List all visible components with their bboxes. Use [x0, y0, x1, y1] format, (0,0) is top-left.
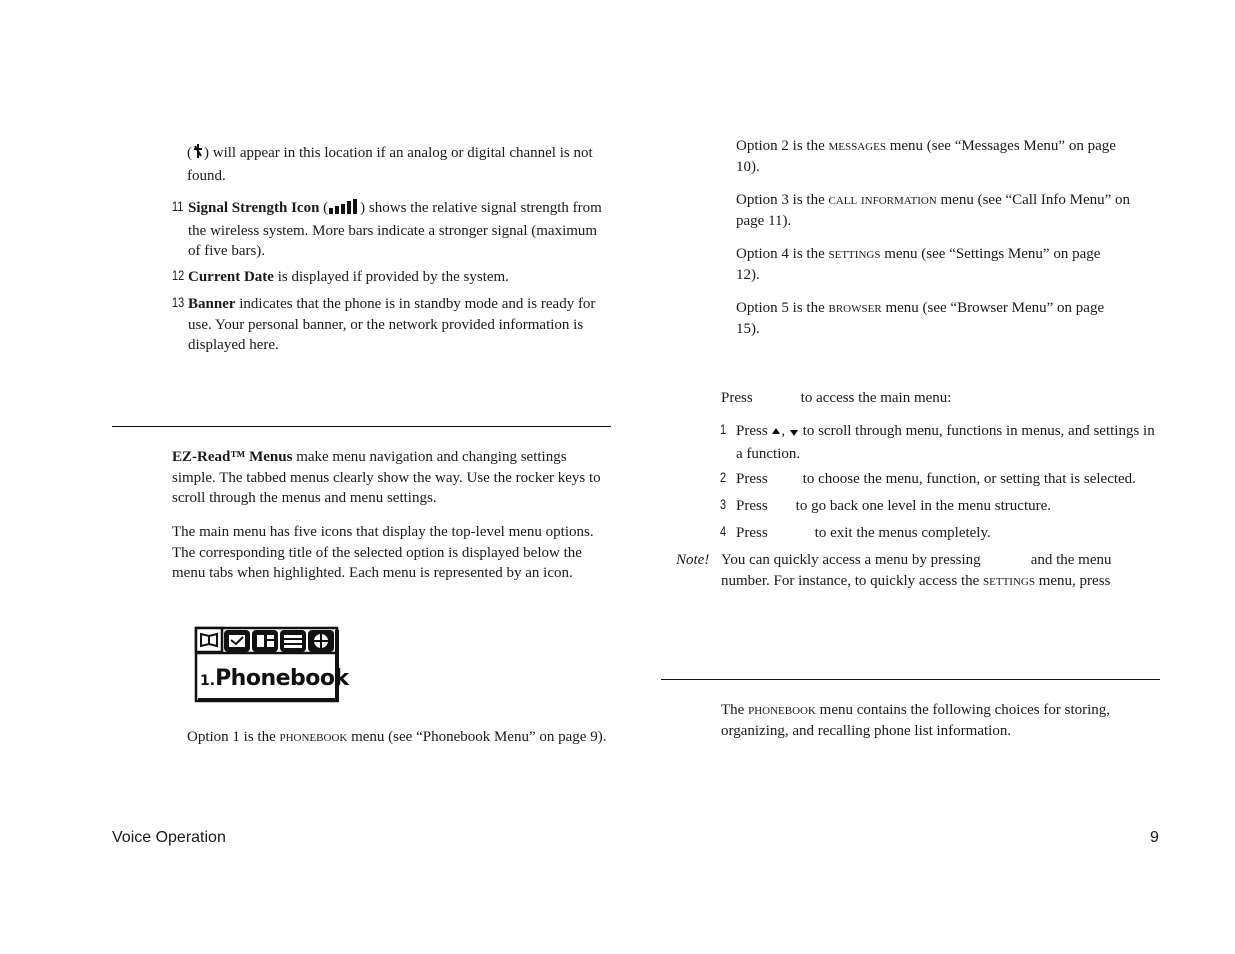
menu-name: call information [828, 192, 937, 208]
open-paren: ( [187, 145, 192, 161]
phonebook-pre: The [721, 702, 749, 718]
step-1 [720, 421, 1161, 464]
up-arrow-icon [771, 423, 781, 444]
step-press: Press [736, 498, 768, 514]
note-line2-post: menu, press [1034, 572, 1111, 589]
item-text: indicates that the phone is in standby mode and is ready for use. Your personal banner, or the network provided information is displayed here. [188, 296, 596, 353]
step-number: 1 [720, 421, 727, 437]
step-number: 2 [720, 469, 727, 485]
menu-name: browser [828, 300, 882, 316]
option-post: menu (see “Call Info Menu” on page 11). [736, 192, 1131, 229]
separator: , [781, 423, 786, 439]
option-pre: Option 4 is the [736, 246, 829, 262]
menu-tabs-illustration [194, 626, 340, 704]
step-text: to choose the menu, function, or setting that is selected. [802, 471, 1136, 487]
analog-paragraph [187, 143, 607, 186]
item-term: Signal Strength Icon [188, 200, 320, 216]
signal-strength-icon [328, 198, 360, 221]
menu-name: phonebook [279, 729, 348, 745]
note-line1-post: and the menu [1030, 552, 1112, 568]
item-13 [172, 294, 608, 356]
option-post: menu (see “Phonebook Menu” on page 9). [347, 729, 607, 745]
menu-name: settings [983, 572, 1035, 589]
item-term: Banner [188, 296, 236, 312]
ezread-paragraph [172, 447, 612, 509]
lcd-label: Phonebook [215, 666, 349, 691]
step-4 [720, 523, 1161, 544]
footer-page-number: 9 [1150, 829, 1159, 846]
option-pre: Option 3 is the [736, 192, 829, 208]
mainmenu-paragraph [172, 522, 612, 584]
phonebook-paragraph [721, 700, 1161, 741]
step-text: to exit the menus completely. [814, 525, 991, 541]
item-number: 12 [172, 267, 185, 283]
option5-paragraph [736, 298, 1116, 339]
item-number: 11 [172, 198, 184, 214]
step-number: 4 [720, 523, 727, 539]
option-post: menu (see “Browser Menu” on page 15). [736, 300, 1105, 337]
option2-paragraph [736, 136, 1116, 177]
note-label: Note! [676, 552, 710, 568]
left-divider [112, 426, 611, 427]
item-text: is displayed if provided by the system. [273, 269, 509, 285]
step-press: Press [736, 471, 768, 487]
footer-section-title: Voice Operation [112, 829, 226, 846]
phonebook-post: menu contains the following choices for storing, organizing, and recalling phone list information. [721, 702, 1111, 739]
lcd-index: 1. [200, 673, 216, 689]
step-3 [720, 496, 1161, 517]
step-press: Press [736, 525, 768, 541]
right-divider [661, 679, 1160, 680]
ezread-text: make menu navigation and changing settings simple. The tabbed menus clearly show the way. Use the rocker keys to scroll through the menus and menu settings. [172, 449, 601, 506]
note-line1-pre: You can quickly access a menu by pressing [721, 552, 981, 568]
step-text: to scroll through menu, functions in menus, and settings in a function. [736, 423, 1155, 462]
option-pre: Option 5 is the [736, 300, 829, 316]
option3-paragraph [736, 190, 1161, 231]
item-number: 13 [172, 294, 185, 310]
no-service-icon [192, 143, 204, 166]
down-arrow-icon [789, 423, 799, 444]
analog-text: ) will appear in this location if an analog or digital channel is not found. [187, 145, 593, 184]
option-pre: Option 2 is the [736, 138, 829, 154]
option4-paragraph [736, 244, 1116, 285]
step-press: Press [736, 423, 768, 439]
option-post: menu (see “Settings Menu” on page 12). [736, 246, 1101, 283]
lcd-selected-title [200, 666, 349, 691]
step-text: to go back one level in the menu structure. [795, 498, 1052, 514]
ezread-term: EZ-Read™ Menus [172, 449, 293, 465]
step-2 [720, 469, 1166, 490]
note-paragraph [721, 550, 1161, 591]
option-post: menu (see “Messages Menu” on page 10). [736, 138, 1116, 175]
lcd-menu-screen [194, 626, 349, 704]
option-pre: Option 1 is the [187, 729, 280, 745]
open-paren: ( [319, 200, 329, 216]
item-12 [172, 267, 608, 288]
menu-name: messages [828, 138, 886, 154]
item-text: ) shows the relative signal strength from the wireless system. More bars indicate a stronger signal (maximum of five bars). [188, 200, 602, 259]
item-11 [172, 198, 608, 262]
menu-name: phonebook [748, 702, 816, 718]
menu-name: settings [828, 246, 881, 262]
option1-paragraph [187, 727, 612, 748]
press-intro [721, 388, 1161, 409]
mainmenu-text: The main menu has five icons that display the top-level menu options. The corresponding title of the selected option is displayed below the menu tabs when highlighted. Each menu is represented by an icon. [172, 524, 594, 581]
press-label: Press [721, 390, 753, 406]
step-number: 3 [720, 496, 727, 512]
note-line2-pre: number. For instance, to quickly access the [721, 572, 984, 589]
item-term: Current Date [188, 269, 274, 285]
press-text: to access the main menu: [800, 390, 952, 406]
